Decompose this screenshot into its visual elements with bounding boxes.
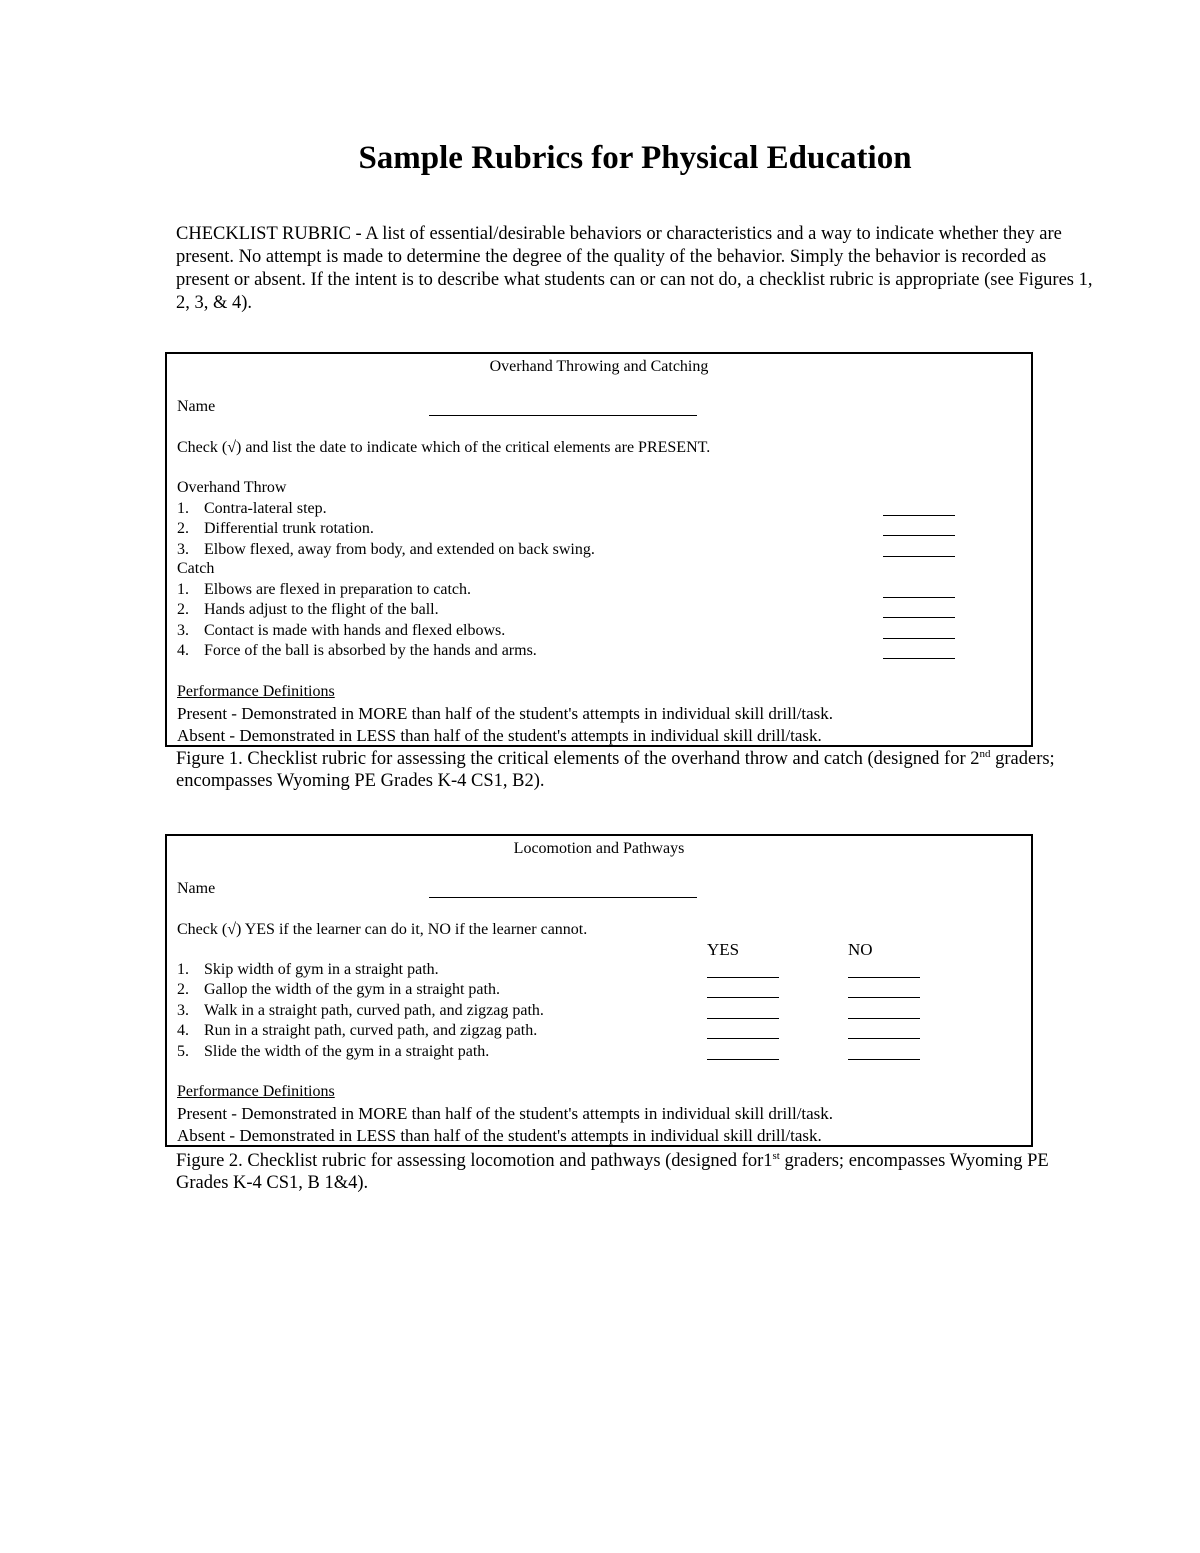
item-number: 4. — [177, 1022, 189, 1039]
figure2-rubric-box — [165, 834, 1033, 1147]
figure2-title: Locomotion and Pathways — [513, 840, 685, 857]
figure2-caption — [176, 1150, 1056, 1194]
item-number: 2. — [177, 981, 189, 998]
list-item — [177, 541, 595, 559]
item-text: Hands adjust to the flight of the ball. — [204, 601, 439, 618]
item-text: Contact is made with hands and flexed elbows. — [204, 622, 506, 639]
item-number: 3. — [177, 1002, 189, 1019]
check-blank[interactable] — [883, 556, 955, 557]
item-number: 4. — [177, 642, 189, 659]
yes-column-header: YES — [707, 940, 740, 959]
check-blank[interactable] — [883, 597, 955, 598]
item-number: 1. — [177, 500, 189, 517]
item-number: 2. — [177, 520, 189, 537]
item-number: 1. — [177, 961, 189, 978]
catch-heading: Catch — [177, 560, 215, 577]
figure1-rubric-box — [165, 352, 1033, 747]
list-item — [177, 1043, 489, 1061]
caption-text: Figure 2. Checklist rubric for assessing locomotion and pathways (designed for1 — [176, 1151, 773, 1171]
item-number: 3. — [177, 622, 189, 639]
item-text: Walk in a straight path, curved path, and zigzag path. — [204, 1002, 544, 1019]
absent-definition: Absent - Demonstrated in LESS than half of the student's attempts in individual skill drill/task. — [177, 1126, 822, 1145]
name-blank[interactable] — [429, 415, 697, 416]
page-title: Sample Rubrics for Physical Education — [358, 140, 912, 176]
caption-text-end: graders; encompasses Wyoming PE Grades K-4 CS1, B2). — [176, 749, 1055, 791]
figure1-caption — [176, 748, 1056, 792]
item-text: Elbow flexed, away from body, and extended on back swing. — [204, 541, 595, 558]
list-item — [177, 642, 537, 660]
yes-blank[interactable] — [707, 997, 779, 998]
list-item — [177, 1022, 537, 1040]
item-text: Differential trunk rotation. — [204, 520, 374, 537]
check-blank[interactable] — [883, 617, 955, 618]
present-definition: Present - Demonstrated in MORE than half of the student's attempts in individual skill drill/task. — [177, 1104, 834, 1123]
no-column-header: NO — [848, 940, 873, 959]
yes-blank[interactable] — [707, 1018, 779, 1019]
throw-heading: Overhand Throw — [177, 479, 287, 496]
intro-paragraph: CHECKLIST RUBRIC - A list of essential/desirable behaviors or characteristics and a way to indicate whether they are present. No attempt is made to determine the degree of the quality of the behavior. Simply the behavior is recorded as present or absent. If the intent is to describe what students can or can not do, a checklist rubric is appropriate (see Figures 1, 2, 3, & 4). — [176, 224, 1093, 313]
yes-blank[interactable] — [707, 1038, 779, 1039]
no-blank[interactable] — [848, 1059, 920, 1060]
item-text: Skip width of gym in a straight path. — [204, 961, 439, 978]
present-definition: Present - Demonstrated in MORE than half of the student's attempts in individual skill drill/task. — [177, 704, 834, 723]
yes-blank[interactable] — [707, 977, 779, 978]
figure1-title: Overhand Throwing and Catching — [489, 358, 709, 375]
no-blank[interactable] — [848, 977, 920, 978]
name-label: Name — [177, 880, 216, 897]
check-blank[interactable] — [883, 515, 955, 516]
item-text: Force of the ball is absorbed by the hands and arms. — [204, 642, 537, 659]
no-blank[interactable] — [848, 1018, 920, 1019]
item-number: 1. — [177, 581, 189, 598]
item-text: Run in a straight path, curved path, and zigzag path. — [204, 1022, 538, 1039]
check-blank[interactable] — [883, 535, 955, 536]
instruction-text: Check (√) YES if the learner can do it, NO if the learner cannot. — [177, 921, 588, 938]
item-number: 5. — [177, 1043, 189, 1060]
caption-superscript: st — [772, 1149, 780, 1162]
list-item — [177, 520, 374, 538]
no-blank[interactable] — [848, 997, 920, 998]
instruction-text: Check (√) and list the date to indicate which of the critical elements are PRESENT. — [177, 439, 711, 456]
item-text: Contra-lateral step. — [204, 500, 327, 517]
name-blank[interactable] — [429, 897, 697, 898]
item-text: Elbows are flexed in preparation to catch. — [204, 581, 471, 598]
check-blank[interactable] — [883, 638, 955, 639]
list-item — [177, 581, 471, 599]
check-blank[interactable] — [883, 658, 955, 659]
list-item — [177, 622, 505, 640]
definitions-heading: Performance Definitions — [177, 683, 335, 700]
caption-superscript: nd — [979, 747, 991, 760]
list-item — [177, 601, 439, 619]
item-text: Slide the width of the gym in a straight path. — [204, 1043, 490, 1060]
item-number: 3. — [177, 541, 189, 558]
no-blank[interactable] — [848, 1038, 920, 1039]
list-item — [177, 500, 327, 518]
list-item — [177, 1002, 544, 1020]
yes-blank[interactable] — [707, 1059, 779, 1060]
caption-text-end: graders; encompasses Wyoming PE Grades K-4 CS1, B 1&4). — [176, 1151, 1049, 1193]
item-text: Gallop the width of the gym in a straight path. — [204, 981, 500, 998]
list-item — [177, 981, 500, 999]
item-number: 2. — [177, 601, 189, 618]
absent-definition: Absent - Demonstrated in LESS than half of the student's attempts in individual skill drill/task. — [177, 726, 822, 745]
list-item — [177, 961, 439, 979]
caption-text: Figure 1. Checklist rubric for assessing the critical elements of the overhand throw and catch (designed for 2 — [176, 749, 980, 769]
name-label: Name — [177, 398, 216, 415]
definitions-heading: Performance Definitions — [177, 1083, 335, 1100]
